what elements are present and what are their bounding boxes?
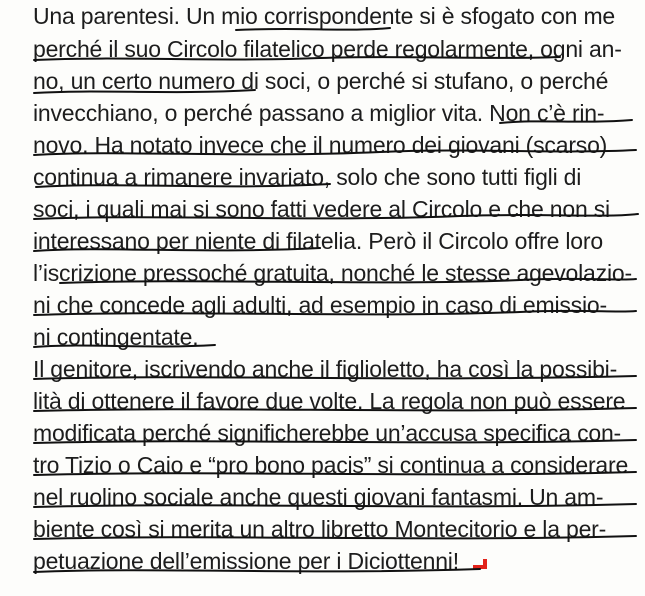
text-line: modificata perché significherebbe un’accusa specifica con- xyxy=(33,420,622,446)
text-line: tro Tizio o Caio e “pro bono pacis” si continua a considerare xyxy=(33,452,629,478)
text-line: ni che concede agli adulti, ad esempio in caso di emissio- xyxy=(33,292,607,318)
text-line: Il genitore, iscrivendo anche il figlioletto, ha così la possibi- xyxy=(33,356,618,382)
text-line: ni contingentate. xyxy=(33,324,199,350)
text-line: lità di ottenere il favore due volte. La regola non può essere xyxy=(33,388,626,414)
text-line: novo. Ha notato invece che il numero dei giovani (scarso) xyxy=(33,132,608,158)
text-line: biente così si merita un altro libretto Montecitorio e la per- xyxy=(33,516,607,542)
text-line: interessano per niente di filatelia. Però il Circolo offre loro xyxy=(33,228,603,254)
text-line: continua a rimanere invariato, solo che sono tutti figli di xyxy=(33,164,582,190)
end-of-article-mark xyxy=(473,559,487,569)
text-line: no, un certo numero di soci, o perché si stufano, o perché xyxy=(33,68,609,94)
text-line: soci, i quali mai si sono fatti vedere al Circolo e che non si xyxy=(33,196,610,222)
text-line: Una parentesi. Un mio corrispondente si è sfogato con me xyxy=(33,3,616,29)
text-line: nel ruolino sociale anche questi giovani fantasmi. Un am- xyxy=(33,484,604,510)
text-line: invecchiano, o perché passano a miglior vita. Non c’è rin- xyxy=(33,100,605,126)
text-line-content: petuazione dell’emissione per i Diciottenni! xyxy=(33,548,459,574)
text-line: perché il suo Circolo filatelico perde regolarmente, ogni an- xyxy=(33,36,622,62)
text-line: l’iscrizione pressoché gratuita, nonché le stesse agevolazio- xyxy=(33,260,632,286)
text-line-last xyxy=(33,547,487,575)
